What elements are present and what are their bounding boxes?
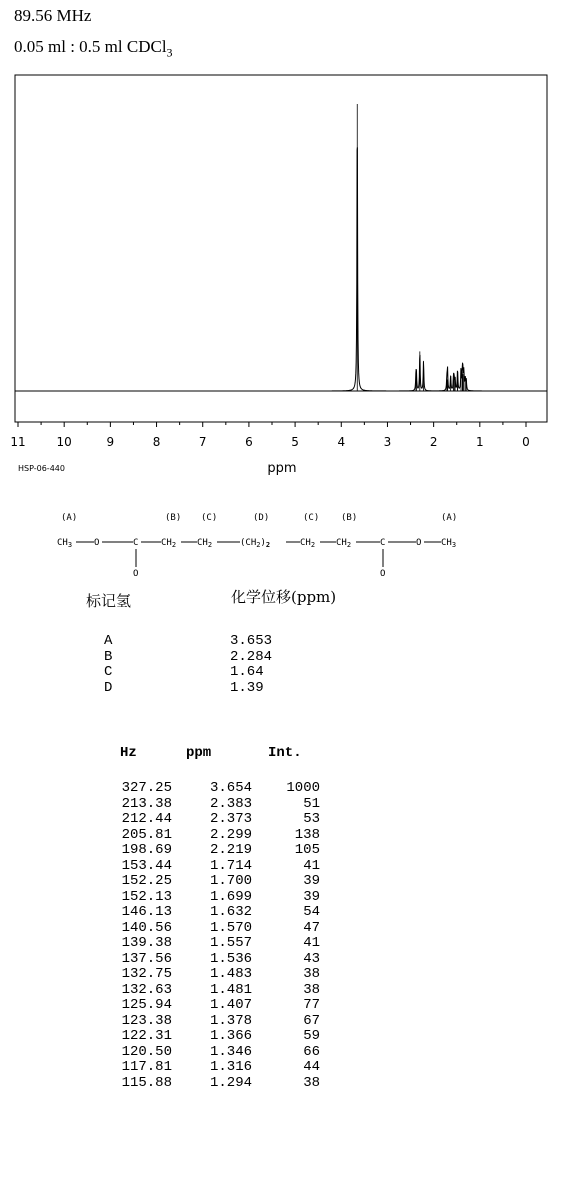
spectrum-trace (18, 147, 526, 391)
peak-row (110, 905, 328, 921)
peak-int: 39 (303, 888, 320, 905)
x-tick-label: 6 (245, 435, 253, 449)
label-b-left: (B) (165, 513, 182, 523)
peak-row (110, 812, 328, 828)
assignment-row (104, 634, 272, 650)
label-d: (D) (253, 513, 270, 523)
x-tick-label: 2 (429, 435, 438, 449)
solvent-text: 0.05 ml : 0.5 ml CDCl (14, 37, 167, 56)
peak-table-header (110, 745, 328, 781)
peak-row (110, 921, 328, 937)
group-c-left: C (133, 538, 139, 548)
peak-ppm: 1.570 (209, 919, 252, 936)
x-tick-label: 7 (198, 435, 207, 449)
group-ch2-b-right: $CH_2$ (336, 538, 352, 549)
assignment-table (104, 634, 272, 696)
hydrogen-label: C (104, 664, 113, 680)
peak-ppm: 2.219 (209, 842, 252, 858)
peak-int: 38 (303, 1074, 320, 1091)
peak-int: 54 (303, 904, 320, 920)
peak-row (110, 936, 328, 952)
peak-hz: 153.44 (121, 857, 172, 874)
peak-hz: 140.56 (121, 919, 172, 936)
peak-ppm: 2.383 (209, 795, 252, 812)
peak-ppm: 2.373 (209, 811, 252, 827)
group-ch2n-d: $(CH_2)_2$ (240, 538, 271, 549)
peak-row (110, 1045, 328, 1061)
peak-row (110, 1029, 328, 1045)
x-tick-label: 8 (152, 435, 161, 449)
peak-int: 59 (303, 1028, 320, 1044)
x-tick-label: 10 (56, 435, 72, 449)
group-ch2-c-right: $CH_2$ (300, 538, 316, 549)
peak-row (110, 952, 328, 968)
peak-ppm: 1.407 (209, 997, 252, 1013)
peak-hz: 212.44 (121, 811, 172, 827)
plot-frame (15, 75, 547, 422)
peak-ppm: 1.366 (209, 1028, 252, 1044)
peak-row (110, 967, 328, 983)
peak-hz: 137.56 (121, 950, 172, 967)
header-hz: Hz (120, 745, 137, 761)
peak-hz: 139.38 (121, 935, 172, 951)
chemical-structure (0, 505, 570, 585)
peak-ppm: 1.378 (209, 1012, 252, 1029)
group-ch3-right: $CH_3$ (441, 538, 457, 549)
peak-hz: 123.38 (121, 1012, 172, 1029)
peak-int: 51 (303, 795, 320, 812)
peak-hz: 213.38 (121, 795, 172, 812)
peak-int: 44 (303, 1059, 320, 1075)
x-tick-label: 3 (383, 435, 392, 449)
carbonyl-o-right: O (380, 569, 386, 579)
peak-table-body (110, 781, 328, 1091)
peak-ppm: 2.299 (209, 826, 252, 843)
group-ch2-c-left: $CH_2$ (197, 538, 213, 549)
chemical-shift: 2.284 (230, 648, 273, 665)
group-ch2-b-left: $CH_2$ (161, 538, 177, 549)
peak-hz: 327.25 (121, 780, 172, 796)
label-a-left: (A) (61, 513, 78, 523)
label-c-left: (C) (201, 513, 218, 523)
spectrometer-frequency: 89.56 MHz (14, 6, 92, 25)
peak-row (110, 1014, 328, 1030)
peak-ppm: 1.700 (209, 873, 252, 889)
peak-int: 105 (294, 842, 320, 858)
x-tick-label: 9 (106, 435, 115, 449)
group-o-left: O (94, 538, 100, 548)
x-tick-label: 11 (10, 435, 26, 449)
peak-ppm: 1.632 (209, 904, 252, 920)
peak-int: 43 (303, 950, 320, 967)
peak-row (110, 859, 328, 875)
chemical-shift: 1.39 (230, 679, 264, 696)
x-axis-label: ppm (267, 461, 297, 476)
peak-int: 1000 (286, 780, 320, 796)
x-tick-label: 1 (475, 435, 484, 449)
peak-row (110, 998, 328, 1014)
peak-int: 67 (303, 1012, 320, 1029)
peak-ppm: 1.699 (209, 888, 252, 905)
peak-row (110, 828, 328, 844)
x-axis-ticks (10, 422, 529, 449)
peak-row (110, 983, 328, 999)
label-a-right: (A) (441, 513, 458, 523)
label-b-right: (B) (341, 513, 358, 523)
peak-ppm: 1.714 (209, 857, 252, 874)
peak-ppm: 1.557 (209, 935, 252, 951)
nmr-spectrum-chart (0, 0, 570, 480)
peak-hz: 120.50 (121, 1043, 172, 1060)
group-c-right: C (380, 538, 386, 548)
peak-hz: 205.81 (121, 826, 172, 843)
peak-hz: 152.25 (121, 873, 172, 889)
x-tick-label: 5 (291, 435, 299, 449)
solvent-subscript: 3 (166, 45, 173, 60)
peak-table (110, 745, 328, 1091)
assignment-row (104, 681, 272, 697)
peak-row (110, 1076, 328, 1092)
peak-hz: 132.75 (121, 966, 172, 982)
assignment-shift-header: 化学位移(ppm) (231, 588, 337, 606)
peak-hz: 146.13 (121, 904, 172, 920)
x-tick-label: 4 (337, 435, 346, 449)
peak-hz: 122.31 (121, 1028, 172, 1044)
label-c-right: (C) (303, 513, 320, 523)
hydrogen-label: D (104, 679, 113, 696)
peak-ppm: 1.536 (209, 950, 252, 967)
x-tick-label: 0 (522, 435, 530, 449)
peak-int: 41 (303, 857, 320, 874)
assignment-row (104, 665, 272, 681)
peak-row (110, 1060, 328, 1076)
peak-row (110, 890, 328, 906)
peak-ppm: 3.654 (209, 780, 252, 796)
peak-int: 47 (303, 919, 320, 936)
peak-hz: 115.88 (121, 1074, 172, 1091)
group-o-right: O (416, 538, 422, 548)
assignment-label-header: 标记氢 (86, 592, 132, 610)
peak-hz: 198.69 (121, 842, 172, 858)
peak-int: 39 (303, 873, 320, 889)
chemical-shift: 1.64 (230, 664, 264, 680)
peak-int: 77 (303, 997, 320, 1013)
peak-hz: 152.13 (121, 888, 172, 905)
spectrum-code: HSP-06-440 (18, 464, 65, 473)
peak-int: 53 (303, 811, 320, 827)
group-ch3-left: $CH_3$ (57, 538, 73, 549)
peak-ppm: 1.346 (209, 1043, 252, 1060)
carbonyl-o-left: O (133, 569, 139, 579)
peak-ppm: 1.481 (209, 981, 252, 998)
hydrogen-label: B (104, 648, 113, 665)
peak-hz: 132.63 (121, 981, 172, 998)
molecule-chain (57, 538, 456, 579)
peak-int: 41 (303, 935, 320, 951)
assignment-row (104, 650, 272, 666)
peak-row (110, 781, 328, 797)
peak-hz: 125.94 (121, 997, 172, 1013)
header-ppm: ppm (186, 745, 212, 761)
header-int: Int. (268, 745, 302, 761)
peak-row (110, 874, 328, 890)
peak-int: 38 (303, 966, 320, 982)
peak-int: 138 (294, 826, 320, 843)
peak-row (110, 797, 328, 813)
peak-int: 66 (303, 1043, 320, 1060)
peak-ppm: 1.316 (209, 1059, 252, 1075)
peak-ppm: 1.483 (209, 966, 252, 982)
peak-hz: 117.81 (121, 1059, 172, 1075)
hydrogen-labels (61, 513, 457, 523)
peak-ppm: 1.294 (209, 1074, 252, 1091)
chemical-shift: 3.653 (230, 633, 273, 649)
hydrogen-label: A (104, 633, 113, 649)
peak-int: 38 (303, 981, 320, 998)
peak-marks (357, 104, 466, 391)
peak-row (110, 843, 328, 859)
